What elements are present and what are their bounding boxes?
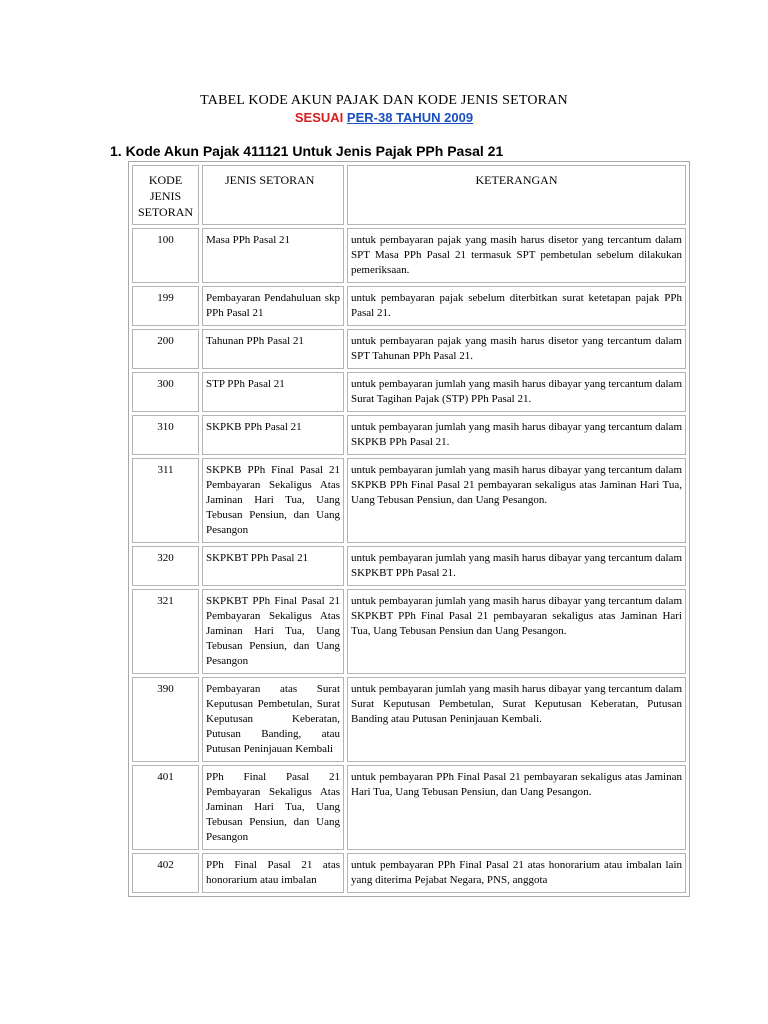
cell-jenis-setoran: Pembayaran atas Surat Keputusan Pembetulan, Surat Keputusan Keberatan, Putusan Banding, atau Putusan Peninjauan Kembali	[202, 677, 344, 762]
table-row	[132, 286, 686, 326]
cell-jenis-setoran: STP PPh Pasal 21	[202, 372, 344, 412]
cell-kode: 320	[132, 546, 199, 586]
cell-jenis-setoran: SKPKBT PPh Pasal 21	[202, 546, 344, 586]
table-row	[132, 677, 686, 762]
cell-kode: 200	[132, 329, 199, 369]
cell-jenis-setoran: SKPKB PPh Pasal 21	[202, 415, 344, 455]
table-row	[132, 329, 686, 369]
cell-kode: 199	[132, 286, 199, 326]
table-row	[132, 853, 686, 893]
cell-kode: 100	[132, 228, 199, 283]
subtitle-prefix: SESUAI	[294, 110, 344, 125]
table-row	[132, 372, 686, 412]
cell-kode: 402	[132, 853, 199, 893]
cell-keterangan: untuk pembayaran jumlah yang masih harus dibayar yang tercantum dalam SKPKBT PPh Final Pasal 21 pembayaran sekaligus atas Jaminan Hari Tua, Uang Tebusan Pensiun dan Uang Pesangon.	[347, 589, 686, 674]
cell-keterangan: untuk pembayaran pajak sebelum diterbitkan surat ketetapan pajak PPh Pasal 21.	[347, 286, 686, 326]
cell-keterangan: untuk pembayaran PPh Final Pasal 21 atas honorarium atau imbalan lain yang diterima Pejabat Negara, PNS, anggota	[347, 853, 686, 893]
cell-keterangan: untuk pembayaran pajak yang masih harus disetor yang tercantum dalam SPT Masa PPh Pasal 21 termasuk SPT pembetulan sebelum dilakukan pemeriksaan.	[347, 228, 686, 283]
cell-jenis-setoran: Masa PPh Pasal 21	[202, 228, 344, 283]
cell-jenis-setoran: Tahunan PPh Pasal 21	[202, 329, 344, 369]
regulation-link[interactable]: PER-38 TAHUN 2009	[346, 110, 474, 125]
table-header-row	[132, 165, 686, 225]
cell-kode: 401	[132, 765, 199, 850]
header-jenis-setoran: JENIS SETORAN	[202, 165, 344, 225]
tax-code-table	[128, 161, 690, 897]
cell-jenis-setoran: SKPKBT PPh Final Pasal 21 Pembayaran Sekaligus Atas Jaminan Hari Tua, Uang Tebusan Pensiun, dan Uang Pesangon	[202, 589, 344, 674]
cell-kode: 321	[132, 589, 199, 674]
page-bottom-margin	[0, 932, 768, 1024]
cell-jenis-setoran: PPh Final Pasal 21 atas honorarium atau imbalan	[202, 853, 344, 893]
cell-keterangan: untuk pembayaran jumlah yang masih harus dibayar yang tercantum dalam Surat Keputusan Pembetulan, Surat Keputusan Keberatan, Putusan Banding atau Putusan Peninjauan Kembali.	[347, 677, 686, 762]
page-title: TABEL KODE AKUN PAJAK DAN KODE JENIS SETORAN	[200, 93, 568, 108]
cell-keterangan: untuk pembayaran PPh Final Pasal 21 pembayaran sekaligus atas Jaminan Hari Tua, Uang Tebusan Pensiun, dan Uang Pesangon.	[347, 765, 686, 850]
table-row	[132, 228, 686, 283]
cell-kode: 300	[132, 372, 199, 412]
cell-kode: 311	[132, 458, 199, 543]
cell-keterangan: untuk pembayaran pajak yang masih harus disetor yang tercantum dalam SPT Tahunan PPh Pasal 21.	[347, 329, 686, 369]
cell-jenis-setoran: SKPKB PPh Final Pasal 21 Pembayaran Sekaligus Atas Jaminan Hari Tua, Uang Tebusan Pensiun, dan Uang Pesangon	[202, 458, 344, 543]
cell-kode: 390	[132, 677, 199, 762]
table-row	[132, 765, 686, 850]
page-subtitle	[0, 110, 768, 125]
header-kode-jenis-setoran: KODE JENIS SETORAN	[132, 165, 199, 225]
cell-keterangan: untuk pembayaran jumlah yang masih harus dibayar yang tercantum dalam Surat Tagihan Pajak (STP) PPh Pasal 21.	[347, 372, 686, 412]
cell-kode: 310	[132, 415, 199, 455]
section-heading: 1. Kode Akun Pajak 411121 Untuk Jenis Pajak PPh Pasal 21	[110, 143, 504, 159]
cell-jenis-setoran: PPh Final Pasal 21 Pembayaran Sekaligus Atas Jaminan Hari Tua, Uang Tebusan Pensiun, dan Uang Pesangon	[202, 765, 344, 850]
cell-keterangan: untuk pembayaran jumlah yang masih harus dibayar yang tercantum dalam SKPKB PPh Pasal 21.	[347, 415, 686, 455]
cell-keterangan: untuk pembayaran jumlah yang masih harus dibayar yang tercantum dalam SKPKB PPh Final Pasal 21 pembayaran sekaligus atas Jaminan Hari Tua, Uang Tebusan Pensiun, dan Uang Pesangon.	[347, 458, 686, 543]
table-row	[132, 415, 686, 455]
header-keterangan: KETERANGAN	[347, 165, 686, 225]
cell-keterangan: untuk pembayaran jumlah yang masih harus dibayar yang tercantum dalam SKPKBT PPh Pasal 21.	[347, 546, 686, 586]
table-row	[132, 458, 686, 543]
cell-jenis-setoran: Pembayaran Pendahuluan skp PPh Pasal 21	[202, 286, 344, 326]
table-row	[132, 589, 686, 674]
table-row	[132, 546, 686, 586]
